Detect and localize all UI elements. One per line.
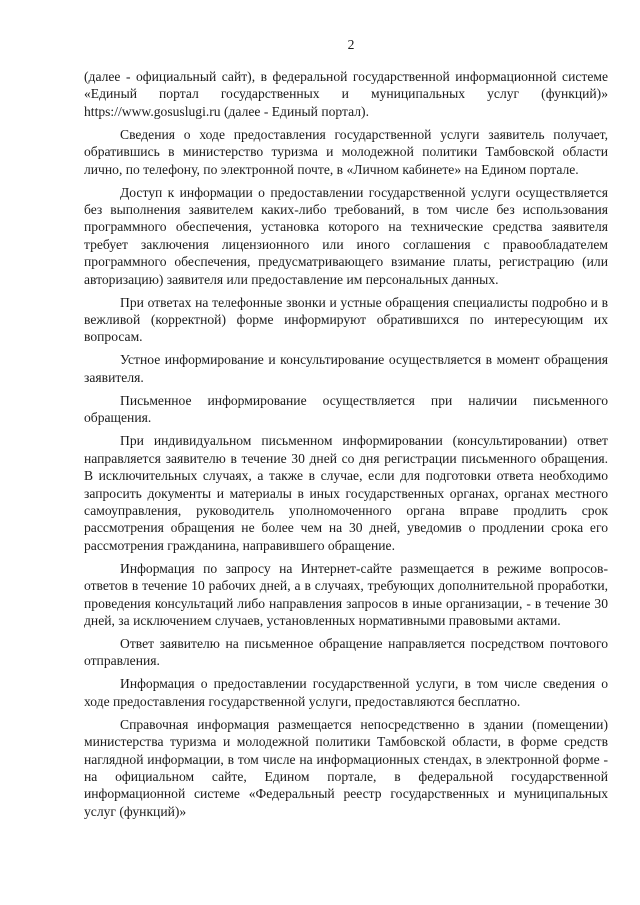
paragraph-oral-informing: Устное информирование и консультирование осуществляется в момент обращения заявителя.: [84, 352, 608, 385]
paragraph-official-site-continuation: (далее - официальный сайт), в федеральной государственной информационной системе «Единый портал государственных и муниципальных услуг (функций)» https://www.gosuslugi.ru (далее - Единый портал).: [84, 69, 608, 119]
paragraph-access-to-information: Доступ к информации о предоставлении государственной услуги осуществляется без выполнения заявителем каких-либо требований, в том числе без использования программного обеспечения, установка которого на технические средства заявителя требует заключения лицензионного или иного соглашения с правообладателем программного обеспечения, предусматривающего взимание платы, регистрацию (или авторизацию) заявителя или предоставление им персональных данных.: [84, 184, 608, 287]
paragraph-free-of-charge: Информация о предоставлении государственной услуги, в том числе сведения о ходе предоставления государственной услуги, предоставляются бесплатно.: [84, 676, 608, 709]
paragraph-phone-answers: При ответах на телефонные звонки и устные обращения специалисты подробно и в вежливой (корректной) форме информируют обратившихся по интересующим их вопросам.: [84, 294, 608, 345]
paragraph-reference-information: Справочная информация размещается непосредственно в здании (помещении) министерства туризма и молодежной политики Тамбовской области, в форме средств наглядной информации, в том числе на информационных стендах, в электронной форме - на официальном сайте, Едином портале, в федеральной государственной информационной системе «Федеральный реестр государственных и муниципальных услуг (функций)»: [84, 716, 608, 819]
paragraph-individual-written-informing: При индивидуальном письменном информировании (консультировании) ответ направляется заявителю в течение 30 дней со дня регистрации письменного обращения. В исключительных случаях, а также в случае, если для подготовки ответа необходимо запросить документы и материалы в иных государственных органах, органах местного самоуправления, руководитель уполномоченного органа вправе продлить срок рассмотрения обращения не более чем на 30 дней, уведомив о продлении срока его рассмотрения гражданина, направившего обращение.: [84, 433, 608, 553]
paragraph-service-progress-info: Сведения о ходе предоставления государственной услуги заявитель получает, обратившись в министерство туризма и молодежной политики Тамбовской области лично, по телефону, по электронной почте, в «Личном кабинете» на Едином портале.: [84, 126, 608, 177]
paragraph-internet-request: Информация по запросу на Интернет-сайте размещается в режиме вопросов-ответов в течение 10 рабочих дней, а в случаях, требующих дополнительной проработки, проведения консультаций либо направления запросов в иные организации, - в течение 30 дней, за исключением случаев, установленных нормативными правовыми актами.: [84, 560, 608, 628]
page-number: 2: [347, 37, 355, 52]
paragraph-postal-reply: Ответ заявителю на письменное обращение направляется посредством почтового отправления.: [84, 635, 608, 669]
paragraph-written-informing: Письменное информирование осуществляется при наличии письменного обращения.: [84, 392, 608, 426]
